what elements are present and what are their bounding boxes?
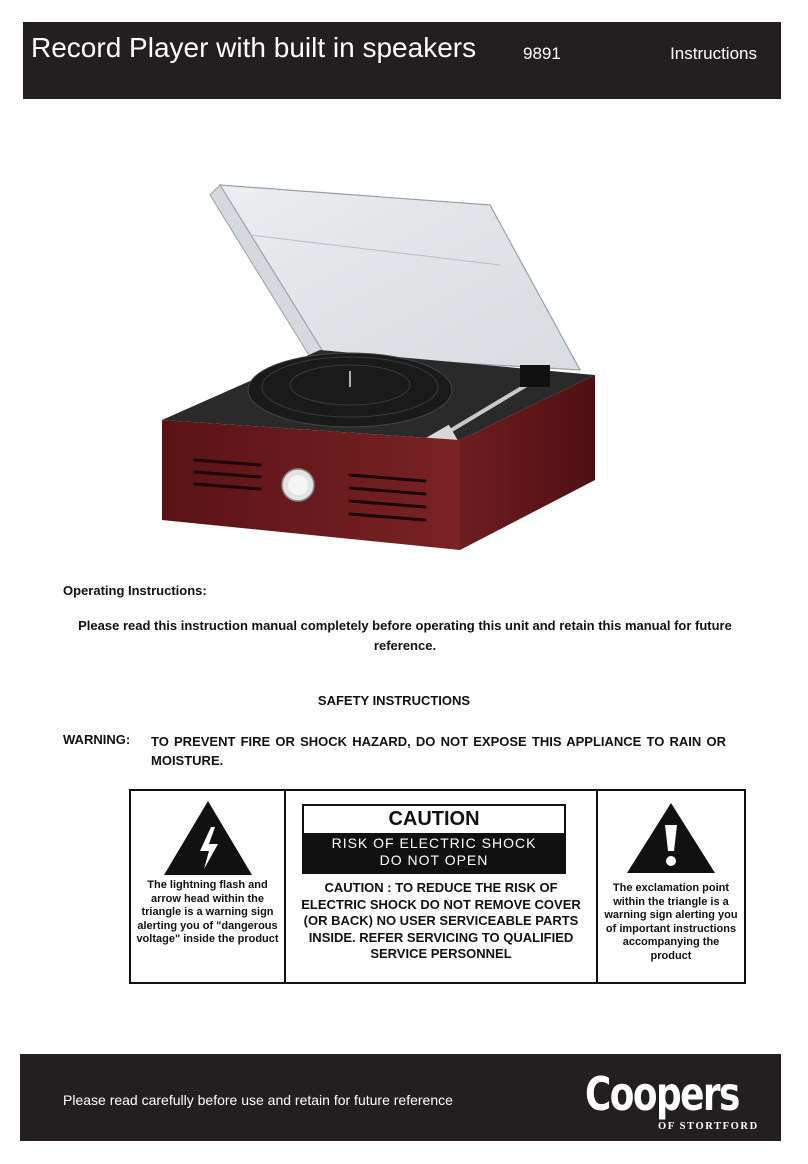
exclamation-triangle-icon [625,801,717,875]
document-type: Instructions [670,44,757,63]
page-footer [20,1054,781,1141]
warning-text: TO PREVENT FIRE OR SHOCK HAZARD, DO NOT EXPOSE THIS APPLIANCE TO RAIN OR MOISTURE. [151,734,726,768]
model-number: 9891 [523,44,561,63]
page-header [23,22,781,99]
brand-logo [585,1066,770,1136]
operating-instructions-heading: Operating Instructions: [63,583,207,598]
brand-name: Coopers [585,1067,739,1121]
document-title: Record Player with built in speakers [31,32,477,63]
exclamation-warning-section [598,791,744,982]
please-read-notice: Please read this instruction manual completely before operating this unit and retain this manual for future reference. [78,618,732,653]
record-player-image [150,175,620,560]
brand-subtitle: OF STORTFORD [658,1121,759,1132]
caution-subtitle-line1: RISK OF ELECTRIC SHOCK [331,835,537,851]
exclamation-explanation: The exclamation point within the triangle is a warning sign alerting you of important instructions accompanying the product [604,882,738,962]
lightning-explanation: The lightning flash and arrow head within the triangle is a warning sign alerting you of "dangerous voltage" inside the product [136,879,279,945]
warning-label: WARNING: [63,732,131,747]
caution-subtitle-line2: DO NOT OPEN [379,852,489,868]
caution-label-box [302,804,566,874]
footer-tagline: Please read carefully before use and retain for future reference [63,1092,453,1108]
caution-title: CAUTION [388,808,480,830]
lightning-triangle-icon [162,799,254,877]
caution-section [286,791,598,982]
safety-instructions-heading: SAFETY INSTRUCTIONS [317,693,471,708]
caution-subtitle [304,833,564,872]
caution-panel [129,789,746,984]
caution-body-text: CAUTION : TO REDUCE THE RISK OF ELECTRIC SHOCK DO NOT REMOVE COVER (OR BACK) NO USER SERVICEABLE PARTS INSIDE. REFER SERVICING TO QUALIFIED SERVICE PERSONNEL [301,880,581,961]
lightning-warning-section [131,791,286,982]
